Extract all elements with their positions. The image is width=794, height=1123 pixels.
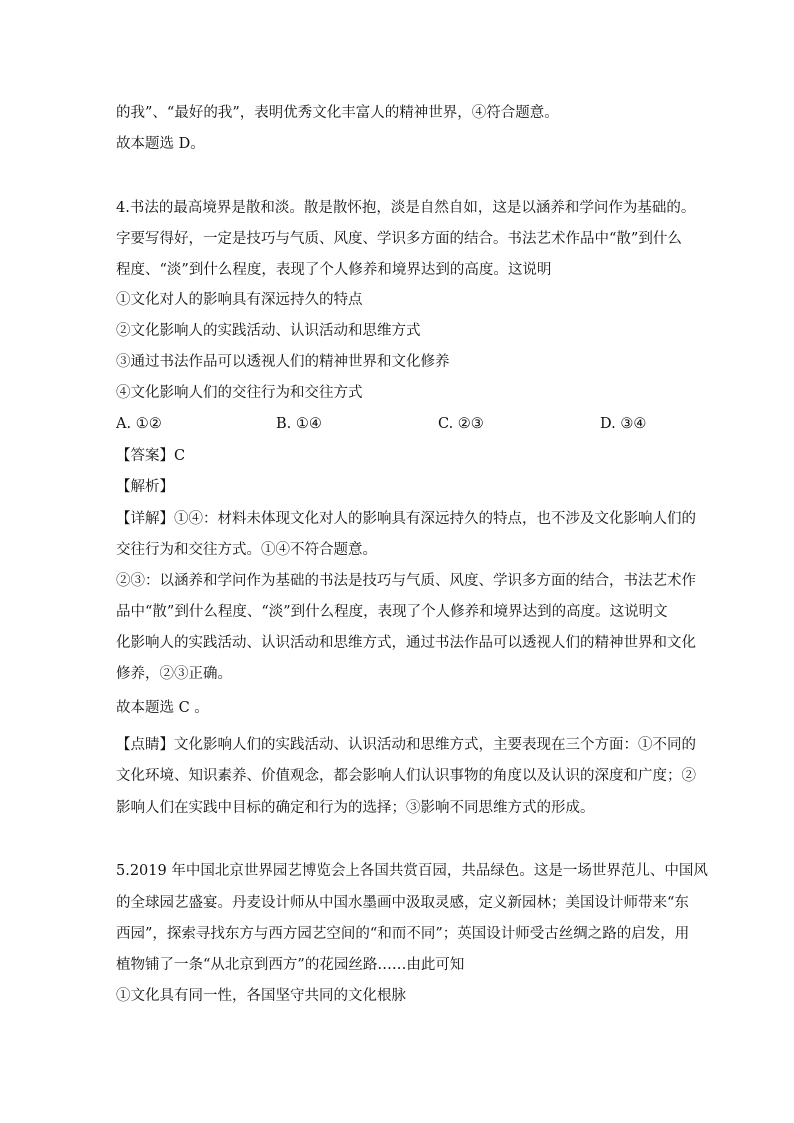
question4-option-b: B. ①④ — [276, 416, 322, 432]
question4-analysis-heading: 【解析】 — [116, 479, 174, 495]
question5-stem-line2: 的全球园艺盛宴。丹麦设计师从中国水墨画中汲取灵感，定义新园林；美国设计师带来“东 — [116, 895, 689, 911]
question5-stem-line1: 5.2019 年中国北京世界园艺博览会上各国共赏百园，共品绿色。这是一场世界范儿、中国风 — [116, 863, 708, 879]
question4-option-c: C. ②③ — [438, 416, 484, 432]
previous-conclusion: 故本题选 D。 — [116, 136, 205, 152]
question4-tip-line1: 【点睛】文化影响人们的实践活动、认识活动和思维方式，主要表现在三个方面：①不同的 — [116, 737, 696, 753]
question4-stem-line3: 程度、“淡”到什么程度，表现了个人修养和境界达到的高度。这说明 — [116, 262, 552, 278]
question4-answer: 【答案】C — [116, 448, 186, 464]
question4-detail-line5: 化影响人的实践活动、认识活动和思维方式，通过书法作品可以透视人们的精神世界和文化 — [116, 635, 696, 651]
question4-tip-line2: 文化环境、知识素养、价值观念，都会影响人们认识事物的角度以及认识的深度和广度；② — [116, 768, 696, 784]
question4-statement-3: ③通过书法作品可以透视人们的精神世界和文化修养 — [116, 354, 450, 370]
question4-tip-line3: 影响人们在实践中目标的确定和行为的选择；③影响不同思维方式的形成。 — [116, 800, 595, 816]
question4-statement-1: ①文化对人的影响具有深远持久的特点 — [116, 292, 363, 308]
question4-detail-line4: 品中“散”到什么程度、“淡”到什么程度，表现了个人修养和境界达到的高度。这说明文 — [116, 604, 668, 620]
question5-stem-line4: 植物铺了一条“从北京到西方”的花园丝路……由此可知 — [116, 957, 465, 973]
question4-detail-line1: 【详解】①④：材料未体现文化对人的影响具有深远持久的特点，也不涉及文化影响人们的 — [116, 511, 696, 527]
question4-option-d: D. ③④ — [600, 416, 647, 432]
question4-stem-line2: 字要写得好，一定是技巧与气质、风度、学识多方面的结合。书法艺术作品中“散”到什么 — [116, 231, 682, 247]
question4-detail-line2: 交往行为和交往方式。①④不符合题意。 — [116, 542, 377, 558]
question4-statement-2: ②文化影响人的实践活动、认识活动和思维方式 — [116, 323, 421, 339]
question4-statement-4: ④文化影响人们的交往行为和交往方式 — [116, 385, 363, 401]
question5-statement-1: ①文化具有同一性，各国坚守共同的文化根脉 — [116, 988, 406, 1004]
question5-stem-line3: 西园”，探索寻找东方与西方园艺空间的“和而不同”；英国设计师受古丝绸之路的启发，用 — [116, 926, 690, 942]
previous-explanation-line: 的我”、“最好的我”，表明优秀文化丰富人的精神世界，④符合题意。 — [116, 105, 559, 121]
question4-option-a: A. ①② — [116, 416, 162, 432]
question4-conclusion: 故本题选 C 。 — [116, 700, 209, 716]
question4-detail-line3: ②③：以涵养和学问作为基础的书法是技巧与气质、风度、学识多方面的结合，书法艺术作 — [116, 573, 696, 589]
question4-detail-line6: 修养，②③正确。 — [116, 666, 232, 682]
question4-stem-line1: 4.书法的最高境界是散和淡。散是散怀抱，淡是自然自如，这是以涵养和学问作为基础的。 — [116, 200, 696, 216]
